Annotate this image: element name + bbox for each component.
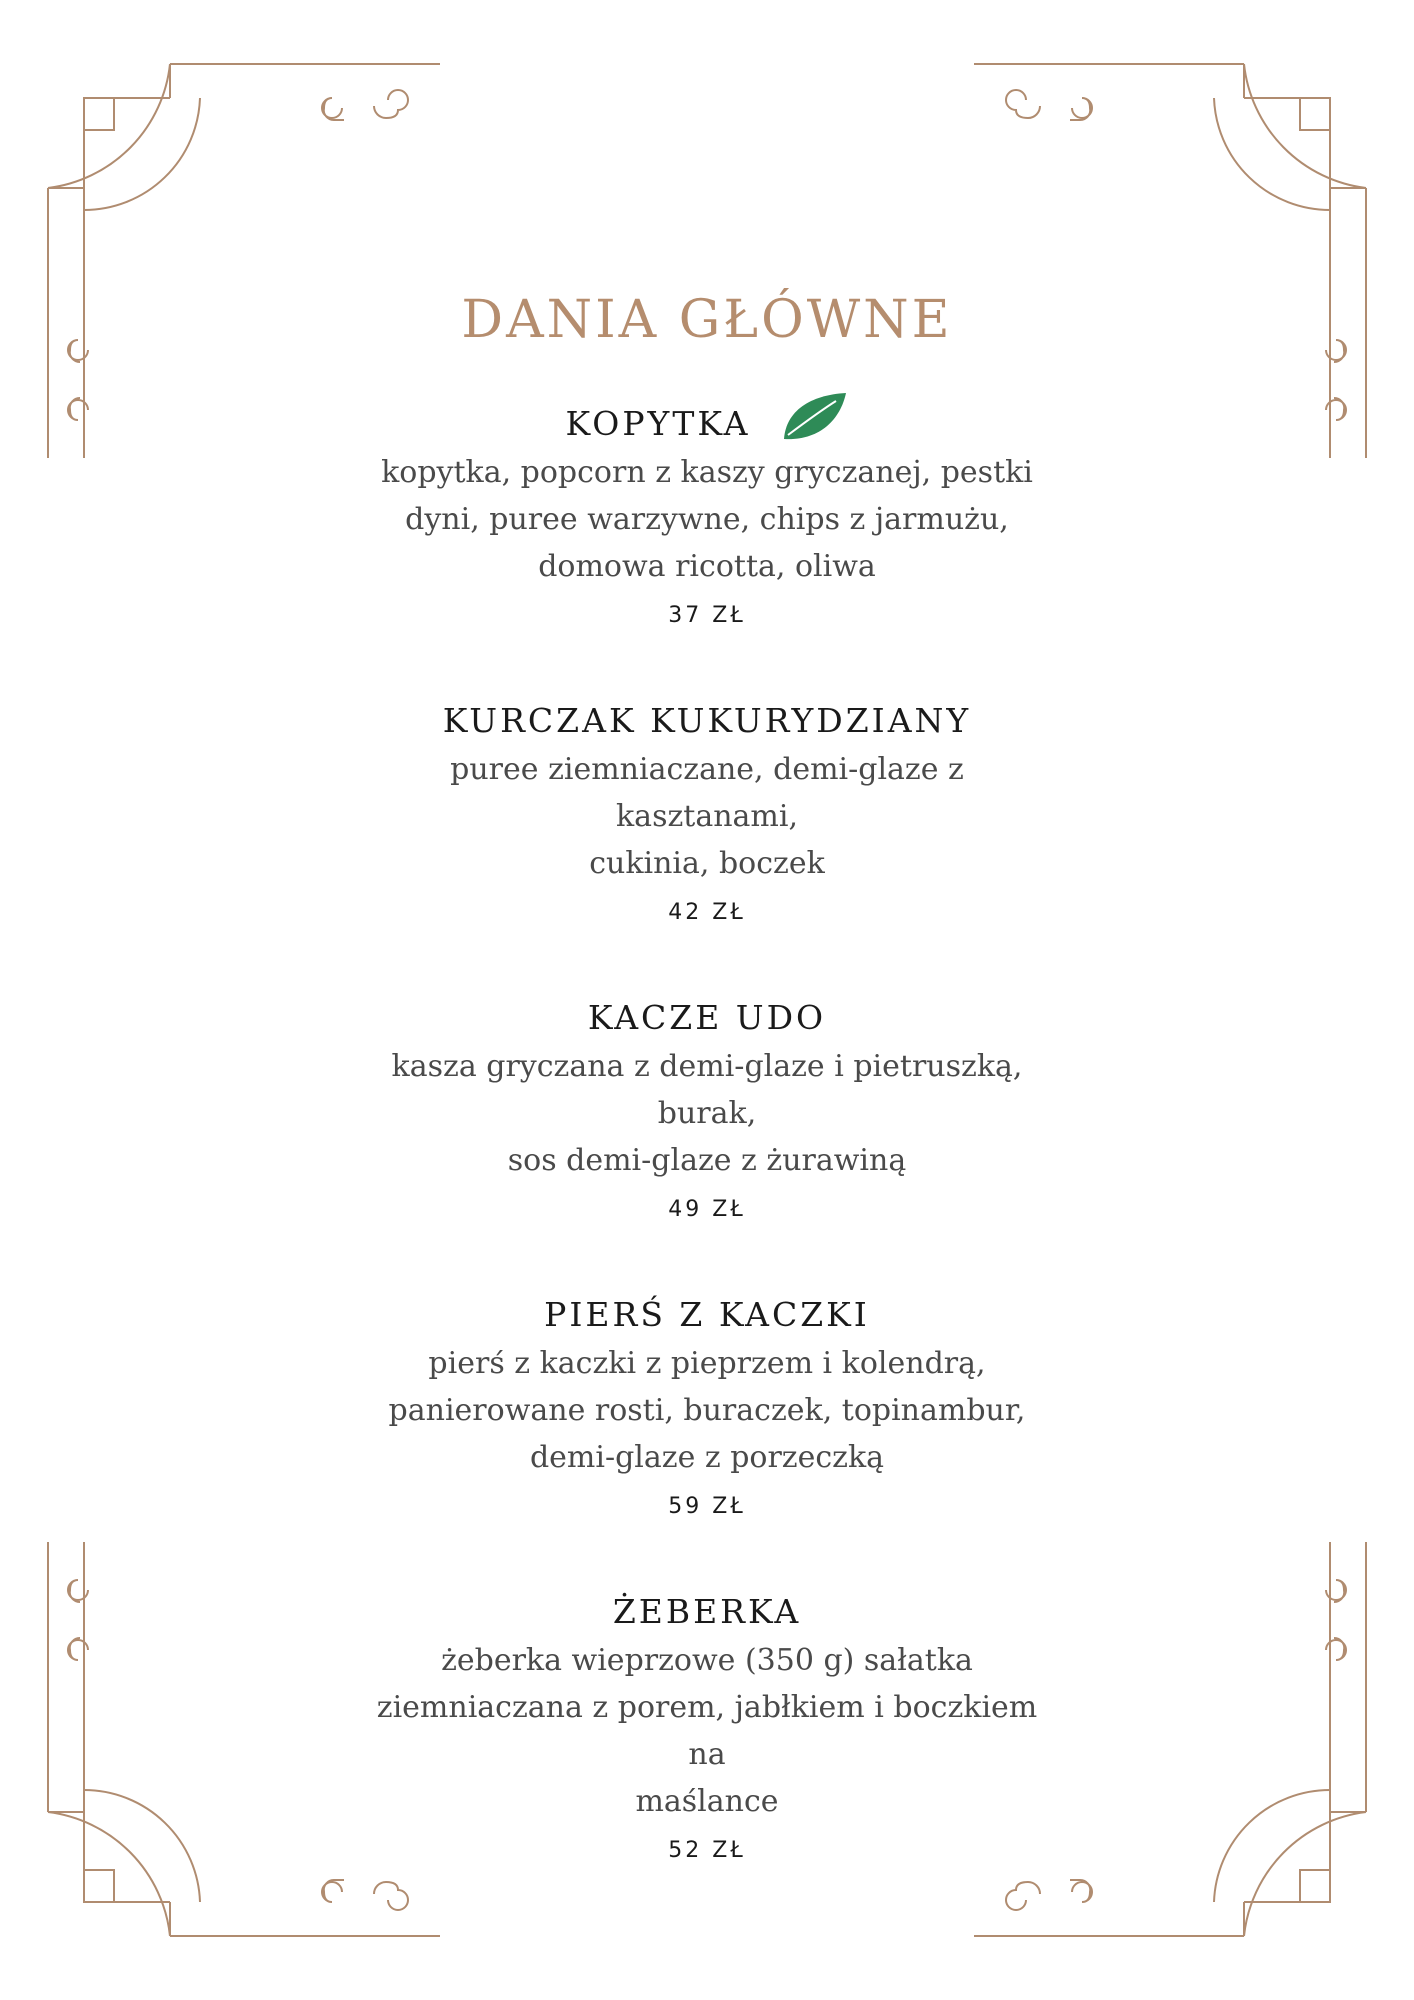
description-line: demi-glaze z porzeczką xyxy=(529,1440,885,1475)
menu-item-piers-z-kaczki xyxy=(307,1290,1107,1525)
description-line: ziemniaczana z porem, jabłkiem i boczkiem na xyxy=(376,1690,1038,1772)
dish-header xyxy=(307,993,1107,1043)
description-line: pierś z kaczki z pieprzem i kolendrą, xyxy=(428,1346,986,1381)
dish-header xyxy=(307,1587,1107,1637)
menu-item-kacze-udo xyxy=(307,993,1107,1228)
section-title: DANIA GŁÓWNE xyxy=(461,290,953,350)
dish-description xyxy=(357,746,1057,887)
dish-price: 59 ZŁ xyxy=(668,1494,746,1519)
dish-name: ŻEBERKA xyxy=(612,1592,802,1631)
description-line: puree ziemniaczane, demi-glaze z kasztanami, xyxy=(450,752,964,834)
dish-price: 49 ZŁ xyxy=(668,1197,746,1222)
menu-content xyxy=(307,285,1107,1931)
description-line: kasza gryczana z demi-glaze i pietruszką, burak, xyxy=(391,1049,1023,1131)
menu-item-kurczak xyxy=(307,696,1107,931)
description-line: cukinia, boczek xyxy=(589,846,825,881)
dish-header xyxy=(307,696,1107,746)
dish-price: 42 ZŁ xyxy=(668,900,746,925)
leaf-icon xyxy=(780,391,848,443)
dish-description xyxy=(357,1043,1057,1184)
dish-header xyxy=(307,399,1107,449)
dish-description xyxy=(357,449,1057,590)
dish-description xyxy=(357,1340,1057,1481)
dish-header xyxy=(307,1290,1107,1340)
dish-name: PIERŚ Z KACZKI xyxy=(544,1295,870,1334)
menu-item-zeberka xyxy=(307,1587,1107,1869)
description-line: domowa ricotta, oliwa xyxy=(538,549,876,584)
description-line: dyni, puree warzywne, chips z jarmużu, xyxy=(405,502,1009,537)
description-line: maślance xyxy=(635,1784,779,1819)
dish-price: 52 ZŁ xyxy=(668,1838,746,1863)
dish-name: KOPYTKA xyxy=(565,404,751,443)
description-line: żeberka wieprzowe (350 g) sałatka xyxy=(441,1643,973,1678)
dish-name: KACZE UDO xyxy=(587,998,827,1037)
dish-price: 37 ZŁ xyxy=(668,603,746,628)
description-line: panierowane rosti, buraczek, topinambur, xyxy=(388,1393,1026,1428)
dish-name: KURCZAK KUKURYDZIANY xyxy=(442,701,972,740)
description-line: sos demi-glaze z żurawiną xyxy=(507,1143,907,1178)
dish-description xyxy=(357,1637,1057,1825)
menu-item-kopytka xyxy=(307,399,1107,634)
description-line: kopytka, popcorn z kaszy gryczanej, pestki xyxy=(381,455,1033,490)
